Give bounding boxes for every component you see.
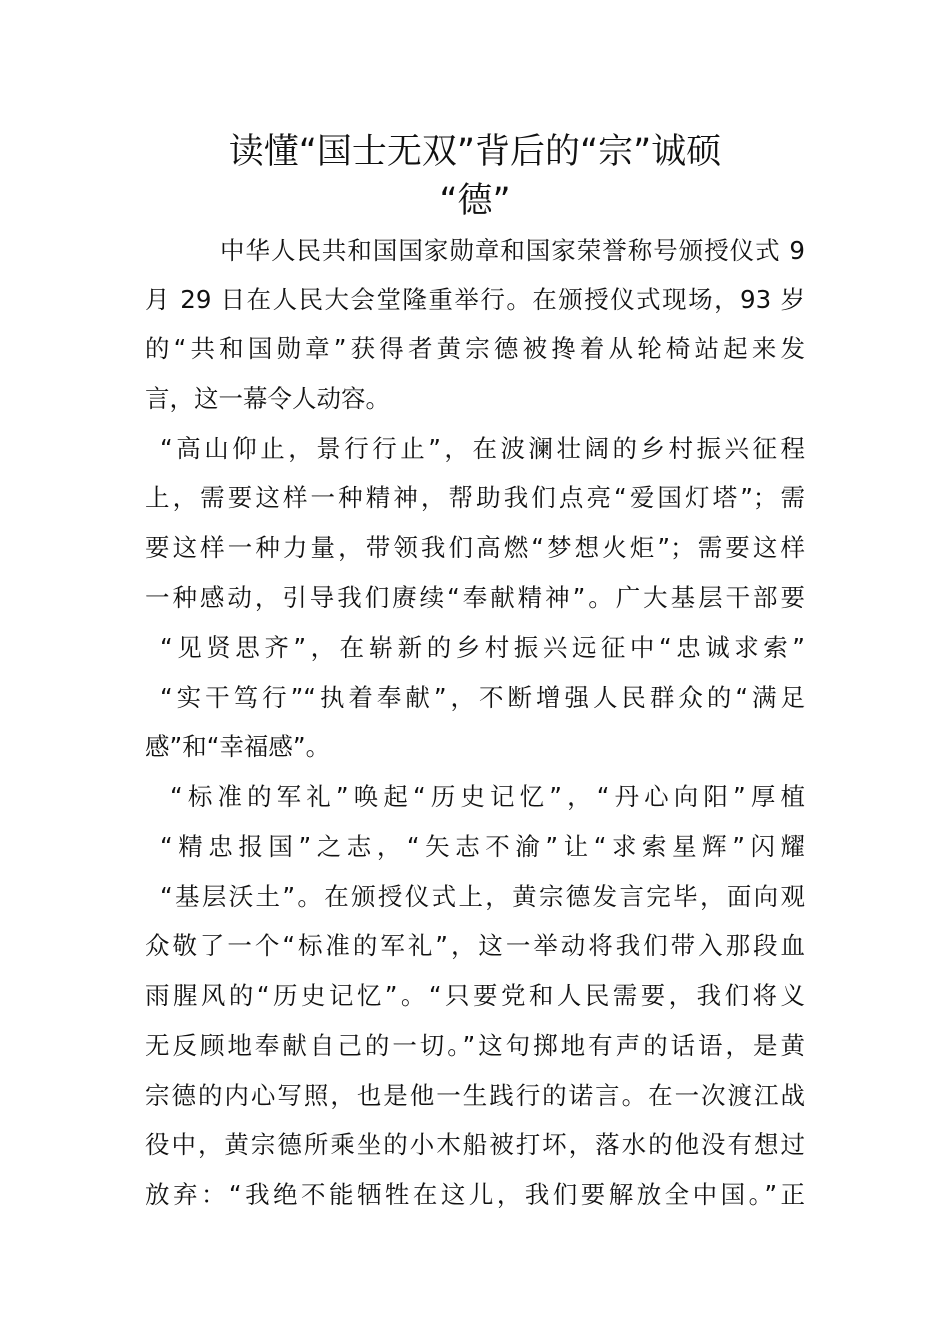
paragraph-1-line-4: 言，这一幕令人动容。 xyxy=(145,384,390,413)
paragraph-3-line-4: 众敬了一个“标准的军礼”，这一举动将我们带入那段血 xyxy=(145,931,805,960)
paragraph-3-line-6: 无反顾地奉献自己的一切。”这句掷地有声的话语，是黄 xyxy=(145,1031,805,1060)
paragraph-3-line-9: 放弃：“我绝不能牺牲在这儿，我们要解放全中国。”正 xyxy=(145,1180,805,1209)
paragraph-1-line-3: 的“共和国勋章”获得者黄宗德被搀着从轮椅站起来发 xyxy=(145,334,805,363)
paragraph-2-line-1: “高山仰止，景行行止”，在波澜壮阔的乡村振兴征程 xyxy=(160,434,805,463)
document-title-line-2: “德” xyxy=(439,181,511,221)
paragraph-1-line-2: 月 29 日在人民大会堂隆重举行。在颁授仪式现场，93 岁 xyxy=(145,285,805,314)
document-title-line-1: 读懂“国士无双”背后的“宗”诚硕 xyxy=(228,132,722,172)
paragraph-2-line-2: 上，需要这样一种精神，帮助我们点亮“爱国灯塔”；需 xyxy=(145,483,805,512)
paragraph-3-line-2: “精忠报国”之志，“矢志不渝”让“求索星辉”闪耀 xyxy=(160,832,805,861)
paragraph-1-line-1: 中华人民共和国国家勋章和国家荣誉称号颁授仪式 9 xyxy=(220,236,805,265)
paragraph-3-line-8: 役中，黄宗德所乘坐的小木船被打坏，落水的他没有想过 xyxy=(145,1130,805,1159)
paragraph-3-line-5: 雨腥风的“历史记忆”。“只要党和人民需要，我们将义 xyxy=(145,981,805,1010)
paragraph-3-line-3: “基层沃土”。在颁授仪式上，黄宗德发言完毕，面向观 xyxy=(160,882,805,911)
paragraph-3-line-1: “标准的军礼”唤起“历史记忆”，“丹心向阳”厚植 xyxy=(170,782,805,811)
paragraph-2-line-5: “见贤思齐”，在崭新的乡村振兴远征中“忠诚求索” xyxy=(160,633,805,662)
paragraph-2-line-6: “实干笃行”“执着奉献”，不断增强人民群众的“满足 xyxy=(160,683,805,712)
paragraph-3-line-7: 宗德的内心写照，也是他一生践行的诺言。在一次渡江战 xyxy=(145,1081,805,1110)
paragraph-2-line-3: 要这样一种力量，带领我们高燃“梦想火炬”；需要这样 xyxy=(145,533,805,562)
paragraph-2-line-7: 感”和“幸福感”。 xyxy=(145,732,331,761)
paragraph-2-line-4: 一种感动，引导我们赓续“奉献精神”。广大基层干部要 xyxy=(145,583,805,612)
